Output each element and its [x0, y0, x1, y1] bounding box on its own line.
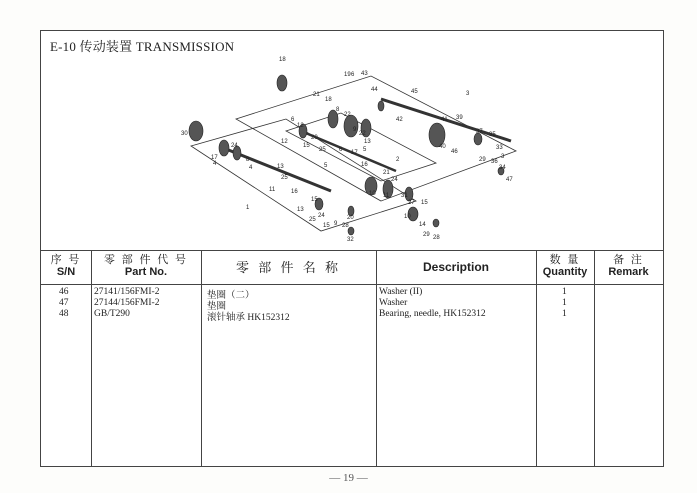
svg-text:41: 41 — [441, 117, 448, 123]
cell-part-no: 27141/156FMI-2 — [94, 287, 160, 297]
cell-sn: 47 — [59, 298, 69, 308]
gear-22 — [344, 115, 358, 137]
svg-text:5: 5 — [324, 163, 328, 169]
svg-text:3: 3 — [466, 91, 470, 97]
svg-text:6: 6 — [351, 72, 355, 78]
svg-text:2: 2 — [396, 157, 400, 163]
svg-text:15: 15 — [311, 197, 318, 203]
header-name-zh: 零 部 件 名 称 — [235, 260, 341, 275]
svg-text:25: 25 — [309, 217, 316, 223]
svg-text:12: 12 — [281, 139, 288, 145]
svg-text:47: 47 — [506, 177, 513, 183]
cell-name: 垫圈（二） — [207, 291, 255, 301]
svg-text:35: 35 — [489, 132, 496, 138]
parts-sheet — [40, 30, 664, 467]
cell-part-no: GB/T290 — [94, 309, 130, 319]
svg-text:13: 13 — [297, 207, 304, 213]
svg-text:4: 4 — [213, 161, 217, 167]
svg-text:15: 15 — [323, 223, 330, 229]
svg-text:10: 10 — [369, 191, 376, 197]
gear-17 — [219, 140, 229, 156]
svg-text:1: 1 — [246, 205, 250, 211]
cell-quantity: 1 — [562, 287, 567, 297]
cell-sn: 46 — [59, 287, 69, 297]
lower-shaft — [226, 149, 331, 191]
header-remark: 备 注 Remark — [608, 254, 649, 278]
svg-text:8: 8 — [336, 107, 340, 113]
header-sn: 序 号 S/N — [50, 254, 82, 278]
svg-text:24: 24 — [318, 213, 325, 219]
svg-text:27: 27 — [408, 200, 415, 206]
svg-text:21: 21 — [313, 92, 320, 98]
svg-text:28: 28 — [433, 235, 440, 241]
svg-text:29: 29 — [479, 157, 486, 163]
exploded-diagram — [41, 31, 663, 250]
svg-text:21: 21 — [383, 170, 390, 176]
svg-text:6: 6 — [339, 147, 343, 153]
svg-text:6: 6 — [291, 117, 295, 123]
svg-text:18: 18 — [279, 57, 286, 63]
svg-text:24: 24 — [231, 143, 238, 149]
svg-text:42: 42 — [396, 117, 403, 123]
cell-quantity: 1 — [562, 309, 567, 319]
svg-text:15: 15 — [421, 200, 428, 206]
svg-text:20: 20 — [347, 215, 354, 221]
washer-43 — [378, 101, 384, 111]
svg-text:11: 11 — [383, 193, 390, 199]
svg-text:36: 36 — [491, 159, 498, 165]
svg-text:19: 19 — [344, 72, 351, 78]
svg-text:32: 32 — [347, 237, 354, 243]
svg-text:15: 15 — [303, 143, 310, 149]
svg-text:25: 25 — [281, 175, 288, 181]
page-number: — 19 — — [329, 472, 368, 484]
transmission-drawing — [41, 31, 663, 250]
svg-text:11: 11 — [269, 187, 276, 193]
cell-quantity: 1 — [562, 298, 567, 308]
svg-text:17: 17 — [351, 150, 358, 156]
svg-text:45: 45 — [411, 89, 418, 95]
svg-text:9: 9 — [353, 127, 357, 133]
svg-text:29: 29 — [423, 232, 430, 238]
svg-text:8: 8 — [246, 157, 250, 163]
svg-text:20: 20 — [311, 135, 318, 141]
header-description: Description — [422, 260, 489, 274]
svg-text:14: 14 — [419, 222, 426, 228]
gear-30 — [189, 121, 203, 141]
svg-text:16: 16 — [291, 189, 298, 195]
svg-text:9: 9 — [334, 221, 338, 227]
svg-text:18: 18 — [325, 97, 332, 103]
svg-text:22: 22 — [359, 131, 366, 137]
svg-text:34: 34 — [499, 165, 506, 171]
svg-text:13: 13 — [277, 164, 284, 170]
svg-text:33: 33 — [496, 145, 503, 151]
svg-text:25: 25 — [319, 147, 326, 153]
svg-text:4: 4 — [249, 165, 253, 171]
parts-table — [41, 250, 663, 467]
header-part-no: 零 部 件 代 号 Part No. — [104, 254, 188, 278]
page-title: E-10 传动装置 TRANSMISSION — [50, 39, 235, 54]
svg-text:39: 39 — [456, 115, 463, 121]
cell-description: Washer (II) — [379, 287, 423, 297]
svg-text:13: 13 — [364, 139, 371, 145]
cell-description: Bearing, needle, HK152312 — [379, 309, 486, 319]
cell-sn: 48 — [59, 309, 69, 319]
svg-text:28: 28 — [342, 223, 349, 229]
cell-name: 垫圈 — [207, 302, 227, 312]
svg-text:10: 10 — [404, 214, 411, 220]
gear-18 — [277, 75, 287, 91]
cell-description: Washer — [379, 298, 408, 308]
svg-text:30: 30 — [181, 131, 188, 137]
header-quantity: 数 量 Quantity — [542, 254, 588, 278]
svg-text:43: 43 — [361, 71, 368, 77]
svg-text:3: 3 — [501, 154, 505, 160]
svg-text:37: 37 — [476, 129, 483, 135]
cell-name: 滚针轴承 HK152312 — [207, 313, 290, 323]
svg-text:16: 16 — [361, 162, 368, 168]
svg-text:12: 12 — [297, 123, 304, 129]
svg-text:24: 24 — [391, 177, 398, 183]
svg-text:44: 44 — [371, 87, 378, 93]
svg-text:46: 46 — [451, 149, 458, 155]
cell-part-no: 27144/156FMI-2 — [94, 298, 160, 308]
gear-14 — [433, 219, 439, 227]
svg-text:31: 31 — [401, 193, 408, 199]
svg-text:40: 40 — [439, 144, 446, 150]
svg-text:17: 17 — [211, 155, 218, 161]
svg-text:5: 5 — [363, 147, 367, 153]
bearing-32 — [348, 227, 354, 235]
svg-text:22: 22 — [344, 112, 351, 118]
header-divider — [41, 284, 663, 285]
